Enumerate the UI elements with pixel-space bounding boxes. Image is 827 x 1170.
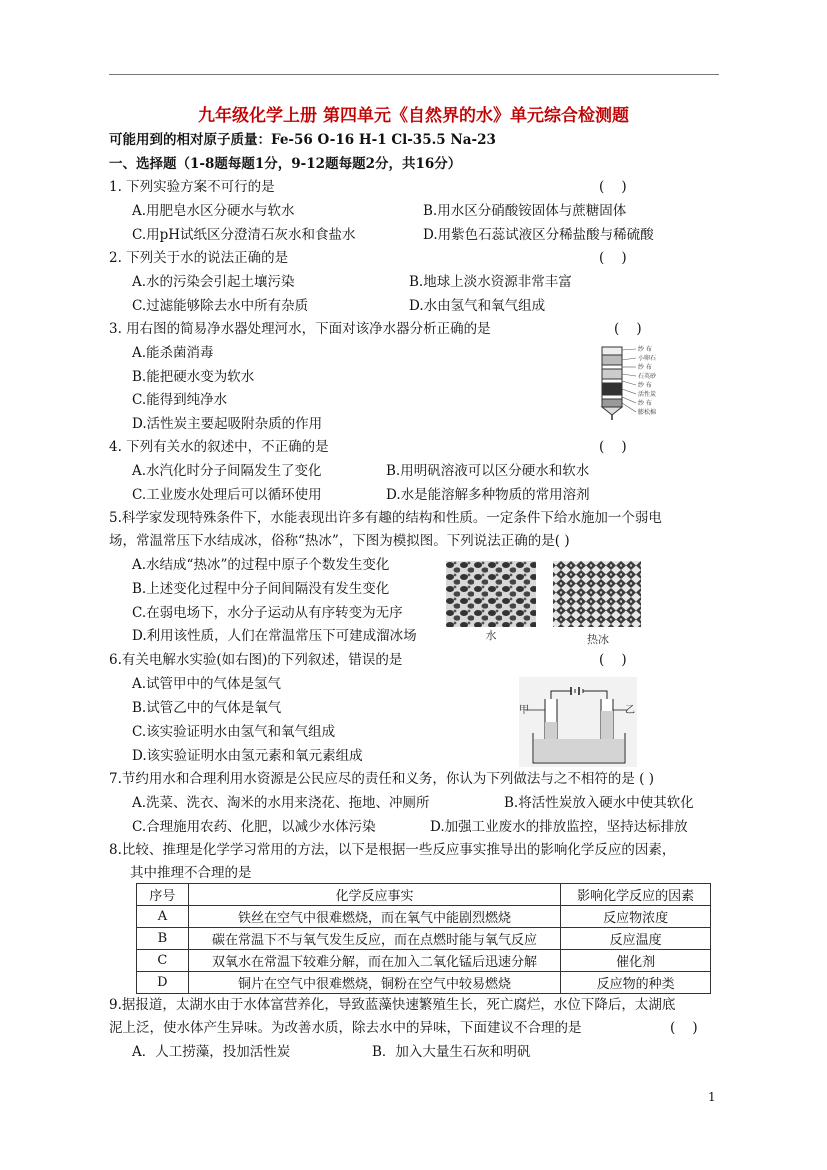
q9-stem-line1: 9.据报道，太湖水由于水体富营养化，导致蓝藻快速繁殖生长，死亡腐烂，水位下降后，太湖底 <box>109 997 676 1013</box>
q7-stem: 7.节约用水和合理利用水资源是公民应尽的责任和义务，你认为下列做法与之不相符的是 ( ) <box>109 771 654 787</box>
water-image-label: 水 <box>485 629 497 642</box>
q3-answer-blank[interactable]: ( ) <box>614 321 642 337</box>
q5-stem-line1: 5.科学家发现特殊条件下，水能表现出许多有趣的结构和性质。一定条件下给水施加一个弱电 <box>109 510 662 526</box>
q7-option-d: D.加强工业废水的排放监控，坚持达标排放 <box>430 819 688 835</box>
q8-stem-line2: 其中推理不合理的是 <box>130 865 252 881</box>
table-header-cell: 影响化学反应的因素 <box>561 884 711 906</box>
table-row <box>137 972 711 994</box>
purifier-label: 纱 布 <box>638 346 652 353</box>
table-cell: 双氧水在常温下较难分解，而在加入二氧化锰后迅速分解 <box>188 950 561 972</box>
section-heading: 一、选择题（1-8题每题1分，9-12题每题2分，共16分） <box>109 156 462 172</box>
q1-option-b: B.用水区分硝酸铵固体与蔗糖固体 <box>423 203 627 219</box>
q6-option-a: A.试管甲中的气体是氢气 <box>132 676 282 692</box>
table-row <box>137 906 711 928</box>
electrolysis-figure <box>519 677 637 767</box>
q4-option-b: B.用明矾溶液可以区分硬水和软水 <box>386 463 590 479</box>
q1-stem: 1. 下列实验方案不可行的是 <box>109 179 275 195</box>
q9-answer-blank[interactable]: ( ) <box>670 1020 698 1036</box>
table-cell: 反应物的种类 <box>561 972 711 994</box>
table-cell: 反应温度 <box>561 928 711 950</box>
purifier-label: 膨松棉 <box>638 409 657 416</box>
q8-stem-line1: 8.比较、推理是化学学习常用的方法，以下是根据一些反应事实推导出的影响化学反应的因素， <box>109 842 676 858</box>
table-cell: 催化剂 <box>561 950 711 972</box>
q6-answer-blank[interactable]: ( ) <box>599 652 627 668</box>
q2-option-d: D.水由氢气和氧气组成 <box>409 298 546 314</box>
q4-stem: 4. 下列有关水的叙述中，不正确的是 <box>109 439 329 455</box>
hot-ice-image-label: 热冰 <box>587 633 609 646</box>
page-number: 1 <box>708 1090 716 1104</box>
page-title: 九年级化学上册 第四单元《自然界的水》单元综合检测题 <box>198 106 629 126</box>
tube-jia-label: 甲 <box>519 705 529 716</box>
q3-stem: 3. 用右图的简易净水器处理河水，下面对该净水器分析正确的是 <box>109 321 491 337</box>
table-cell: 铜片在空气中很难燃烧，铜粉在空气中较易燃烧 <box>188 972 561 994</box>
q3-option-c: C.能得到纯净水 <box>132 392 228 408</box>
q6-option-c: C.该实验证明水由氢气和氧气组成 <box>132 724 336 740</box>
q1-option-a: A.用肥皂水区分硬水与软水 <box>132 203 295 219</box>
q4-option-d: D.水是能溶解多种物质的常用溶剂 <box>386 487 590 503</box>
q5-option-a: A.水结成“热冰”的过程中原子个数发生变化 <box>132 557 390 573</box>
table-cell: 铁丝在空气中很难燃烧，而在氧气中能剧烈燃烧 <box>188 906 561 928</box>
purifier-label: 纱 布 <box>638 382 652 389</box>
q3-option-a: A.能杀菌消毒 <box>132 345 214 361</box>
q5-option-b: B.上述变化过程中分子间间隔没有发生变化 <box>132 581 390 597</box>
q6-stem: 6.有关电解水实验(如右图)的下列叙述，错误的是 <box>109 652 403 668</box>
table-cell: B <box>137 928 189 950</box>
q6-option-b: B.试管乙中的气体是氧气 <box>132 700 282 716</box>
q1-option-c: C.用pH试纸区分澄清石灰水和食盐水 <box>132 227 356 243</box>
table-cell: 碳在常温下不与氧气发生反应，而在点燃时能与氧气反应 <box>188 928 561 950</box>
hot-ice-molecules-image <box>553 561 641 627</box>
q7-option-b: B.将活性炭放入硬水中使其软化 <box>504 795 694 811</box>
q2-stem: 2. 下列关于水的说法正确的是 <box>109 250 289 266</box>
tube-yi-label: 乙 <box>625 705 635 716</box>
hot-ice-molecule-figure <box>446 561 641 647</box>
purifier-label: 纱 布 <box>638 364 652 371</box>
purifier-label: 纱 布 <box>638 400 652 407</box>
atomic-masses: 可能用到的相对原子质量：Fe-56 O-16 H-1 Cl-35.5 Na-23 <box>109 132 496 148</box>
q5-option-c: C.在弱电场下，水分子运动从有序转变为无序 <box>132 605 403 621</box>
q1-answer-blank[interactable]: ( ) <box>599 179 627 195</box>
q6-option-d: D.该实验证明水由氢元素和氧元素组成 <box>132 748 363 764</box>
q9-stem-line2: 泥上泛，使水体产生异味。为改善水质，除去水中的异味，下面建议不合理的是 <box>109 1020 582 1036</box>
q4-answer-blank[interactable]: ( ) <box>599 439 627 455</box>
water-purifier-figure <box>596 343 668 421</box>
table-cell: 反应物浓度 <box>561 906 711 928</box>
q4-option-c: C.工业废水处理后可以循环使用 <box>132 487 322 503</box>
q2-option-c: C.过滤能够除去水中所有杂质 <box>132 298 309 314</box>
table-header-cell: 化学反应事实 <box>188 884 561 906</box>
table-row <box>137 950 711 972</box>
q2-option-b: B.地球上淡水资源非常丰富 <box>409 274 572 290</box>
table-header-cell: 序号 <box>137 884 189 906</box>
q4-option-a: A.水汽化时分子间隔发生了变化 <box>132 463 322 479</box>
water-molecules-image <box>446 561 536 627</box>
q2-option-a: A.水的污染会引起土壤污染 <box>132 274 295 290</box>
q7-option-a: A.洗菜、洗衣、淘米的水用来浇花、拖地、冲厕所 <box>132 795 430 811</box>
reaction-factors-table <box>136 883 711 994</box>
q5-option-d: D.利用该性质，人们在常温常压下可建成溜冰场 <box>132 628 417 644</box>
purifier-label: 小卵石 <box>638 355 657 362</box>
purifier-label: 活性炭 <box>638 391 657 398</box>
q5-stem-line2: 场，常温常压下水结成冰，俗称“热冰”，下图为模拟图。下列说法正确的是( ) <box>109 533 570 549</box>
q3-option-b: B.能把硬水变为软水 <box>132 369 255 385</box>
table-cell: A <box>137 906 189 928</box>
table-cell: C <box>137 950 189 972</box>
table-cell: D <box>137 972 189 994</box>
header-rule <box>109 74 719 75</box>
q1-option-d: D.用紫色石蕊试液区分稀盐酸与稀硫酸 <box>423 227 654 243</box>
q7-option-c: C.合理施用农药、化肥，以减少水体污染 <box>132 819 376 835</box>
q3-option-d: D.活性炭主要起吸附杂质的作用 <box>132 416 323 432</box>
q9-option-b: B．加入大量生石灰和明矾 <box>372 1044 531 1060</box>
table-header-row <box>137 884 711 906</box>
purifier-label: 石英砂 <box>638 373 657 380</box>
table-row <box>137 928 711 950</box>
q9-option-a: A．人工捞藻，投加活性炭 <box>132 1044 291 1060</box>
q2-answer-blank[interactable]: ( ) <box>599 250 627 266</box>
